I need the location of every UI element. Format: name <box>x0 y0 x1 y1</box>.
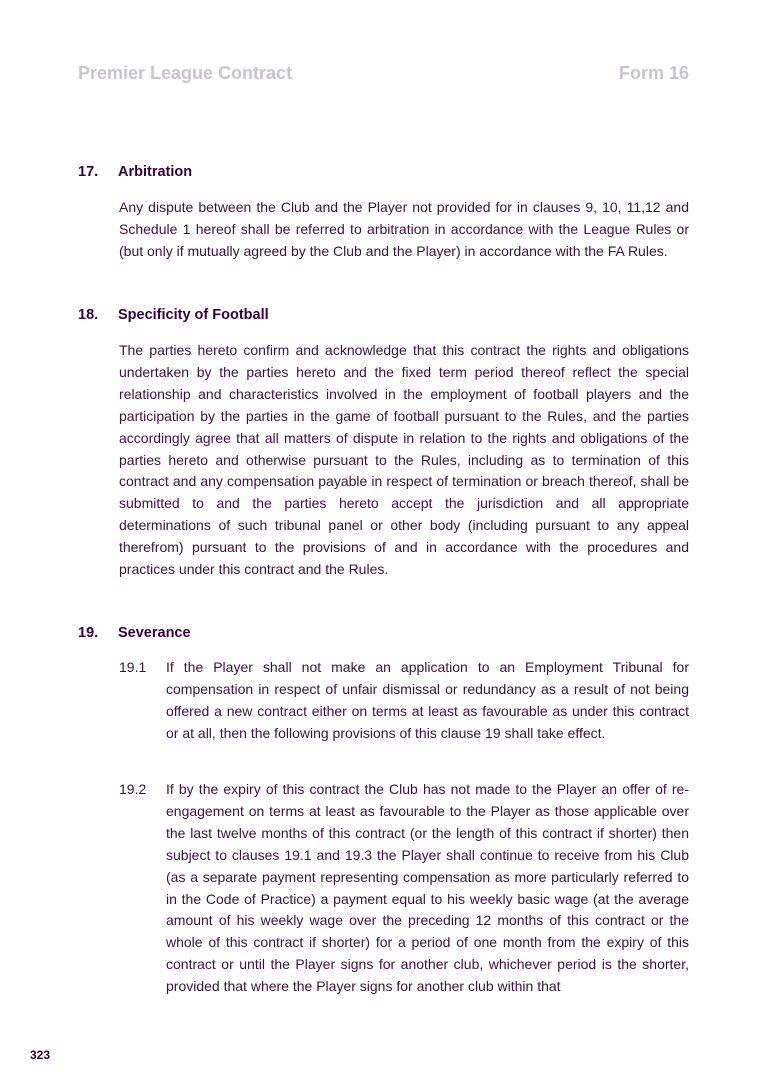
page-number: 323 <box>30 1048 51 1062</box>
clause-17-body: Any dispute between the Club and the Player not provided for in clauses 9, 10, 11,12 and Schedule 1 hereof shall be referred to arbitration in accordance with the League Rules or (but only if mutually agreed by the Club and the Player) in accordance with the FA Rules. <box>119 199 689 259</box>
header-title: Premier League Contract <box>78 63 293 83</box>
clause-18-body: The parties hereto confirm and acknowledge that this contract the rights and obligations undertaken by the parties hereto and the fixed term period thereof reflect the special relationship and characteristics involved in the employment of football players and the participation by the parties in the game of football pursuant to the Rules, and the parties accordingly agree that all matters of dispute in relation to the rights and obligations of the parties hereto and otherwise pursuant to the Rules, including as to termination of this contract and any compensation payable in respect of termination or breach thereof, shall be submitted to and the parties hereto accept the jurisdiction and all appropriate determinations of such tribunal panel or other body (including pursuant to any appeal therefrom) pursuant to the provisions of and in accordance with the procedures and practices under this contract and the Rules. <box>119 342 689 578</box>
subclause-text: If the Player shall not make an application to an Employment Tribunal for compensation in respect of unfair dismissal or redundancy as a result of not being offered a new contract either on terms at least as favourable as under this contract or at all, then the following provisions of this clause 19 shall take effect. <box>166 659 689 741</box>
clause-title: Specificity of Football <box>118 307 269 323</box>
clause-title: Arbitration <box>118 164 193 180</box>
subclause-number: 19.1 <box>119 659 147 675</box>
header-form-number: Form 16 <box>618 63 689 83</box>
clause-19-heading <box>78 625 191 641</box>
clause-number: 17. <box>78 164 99 180</box>
clause-17-heading <box>78 164 192 180</box>
subclause-number: 19.2 <box>119 781 147 797</box>
subclause-text: If by the expiry of this contract the Club has not made to the Player an offer of re-engagement on terms at least as favourable to the Player as those applicable over the last twelve months of this contract (or the length of this contract if shorter) then subject to clauses 19.1 and 19.3 the Player shall continue to receive from his Club (as a separate payment representing compensation as more particularly referred to in the Code of Practice) a payment equal to his weekly basic wage (at the average amount of his weekly wage over the preceding 12 months of this contract or the whole of this contract if shorter) for a period of one month from the expiry of this contract or until the Player signs for another club, whichever period is the shorter, provided that where the Player signs for another club within that <box>166 781 689 995</box>
clause-19-1 <box>119 657 689 745</box>
clause-18-heading <box>78 307 269 323</box>
clause-19-2 <box>119 779 689 998</box>
clause-title: Severance <box>118 625 191 641</box>
clause-number: 19. <box>78 625 99 641</box>
clause-number: 18. <box>78 307 99 323</box>
